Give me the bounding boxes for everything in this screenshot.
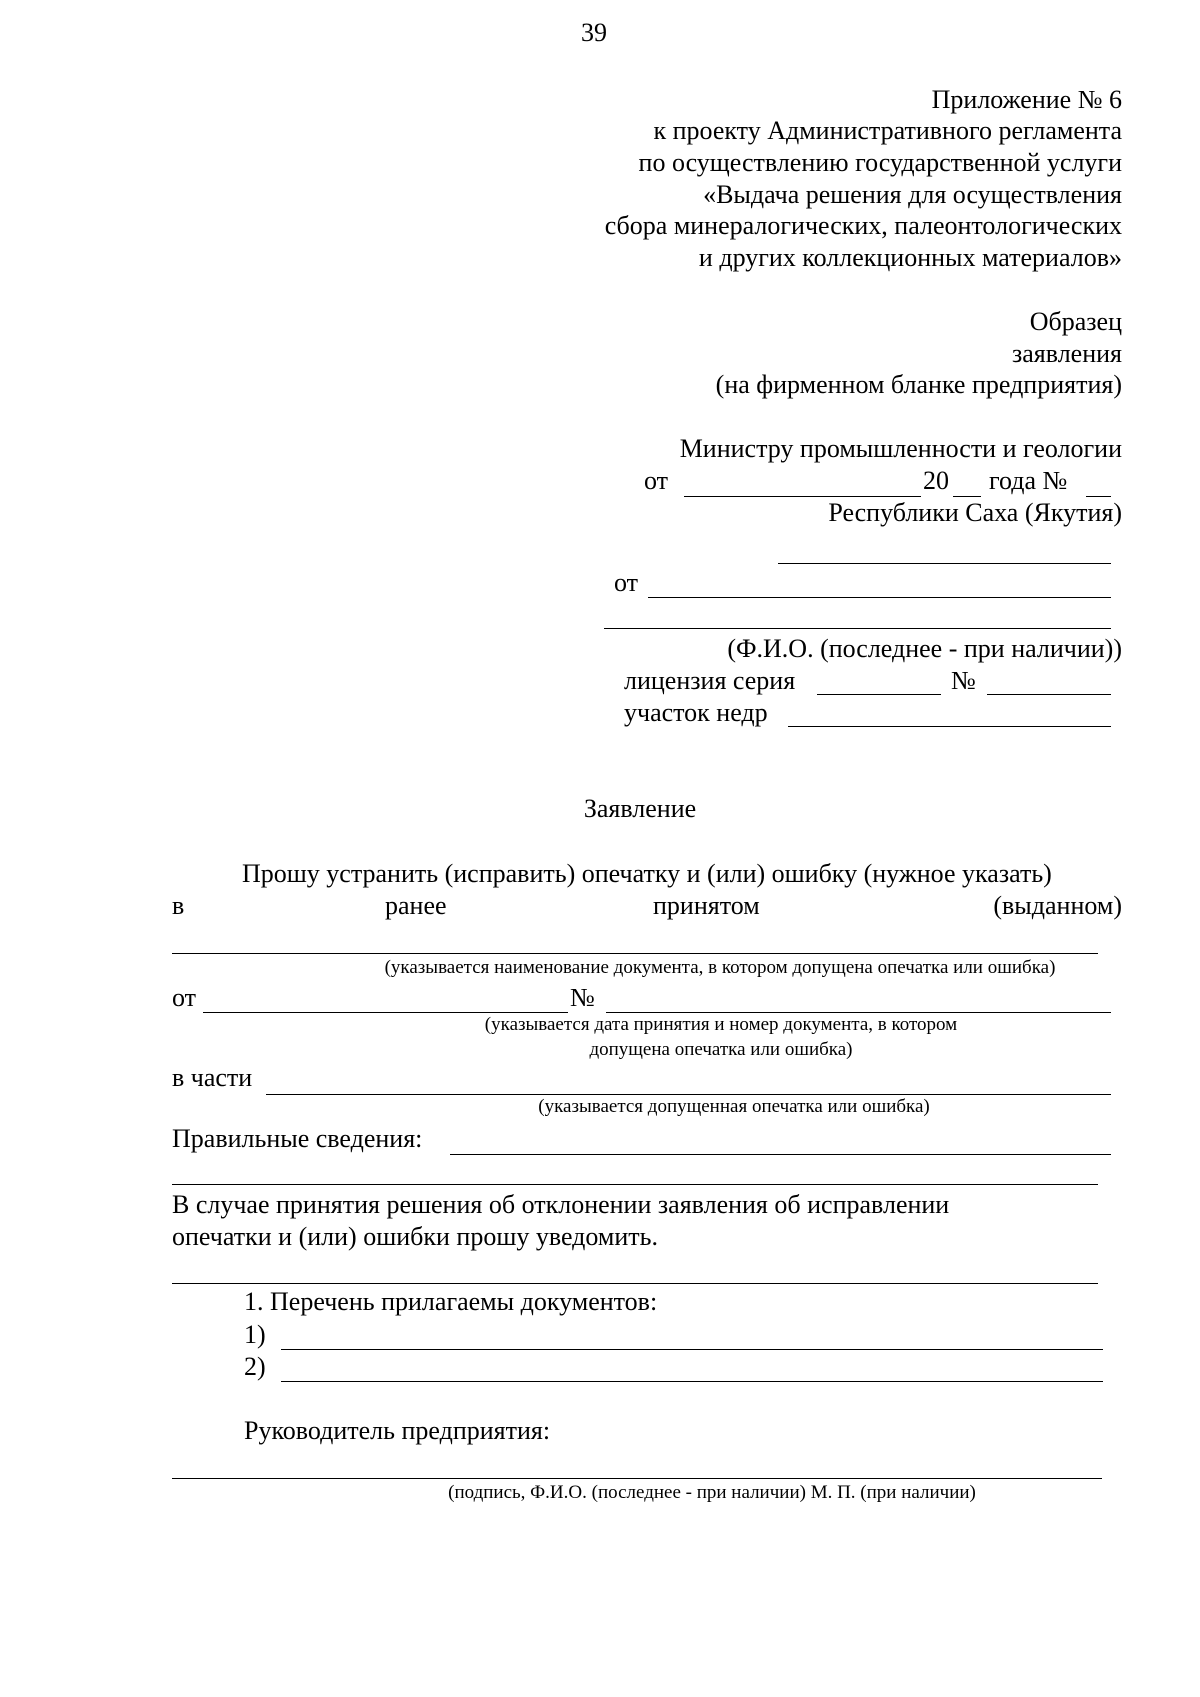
fio-blank-line [604, 628, 1111, 629]
subsoil-blank-line [788, 726, 1111, 727]
license-label: лицензия серия [624, 666, 796, 695]
minister-line: Министру промышленности и геологии [679, 434, 1122, 463]
attachment-item-line [281, 1349, 1103, 1350]
caption-date-number-1: (указывается дата принятия и номер документа, в котором [484, 1014, 958, 1035]
license-number-sign: № [951, 666, 976, 695]
signature-caption: (подпись, Ф.И.О. (последнее - при наличии) М. П. (при наличии) [448, 1482, 976, 1503]
republic-line: Республики Саха (Якутия) [828, 498, 1122, 527]
correct-info-line-2 [172, 1184, 1098, 1185]
subsoil-label: участок недр [624, 698, 768, 727]
position-blank-line [778, 563, 1111, 564]
year-blank-line [953, 496, 981, 497]
sample-line: Образец [1029, 307, 1122, 336]
request-word: ранее [385, 891, 447, 920]
rejection-text-1: В случае принятия решения об отклонении заявления об исправлении [172, 1190, 950, 1219]
annex-line: «Выдача решения для осуществления [703, 180, 1122, 209]
request-word: принятом [653, 891, 760, 920]
document-name-line [172, 953, 1098, 954]
annex-line: и других коллекционных материалов» [698, 243, 1122, 272]
attachments-title: 1. Перечень прилагаемы документов: [244, 1287, 658, 1316]
request-word: в [172, 891, 185, 920]
number-blank-line [1086, 496, 1111, 497]
doc-from-label: от [172, 983, 197, 1012]
doc-date-line [203, 1012, 568, 1013]
sample-line: заявления [1011, 339, 1122, 368]
annex-line: к проекту Административного регламента [653, 116, 1122, 145]
attachment-item-line [281, 1381, 1103, 1382]
page-number: 39 [581, 18, 607, 47]
caption-document-name: (указывается наименование документа, в котором допущена опечатка или ошибка) [384, 957, 1056, 978]
rejection-text-2: опечатки и (или) ошибки прошу уведомить. [172, 1222, 658, 1251]
application-title: Заявление [583, 794, 697, 823]
year-prefix: 20 [923, 466, 949, 495]
correct-info-label: Правильные сведения: [172, 1124, 423, 1153]
in-part-label: в части [172, 1063, 253, 1092]
license-series-line [817, 694, 941, 695]
correct-info-line-1 [450, 1154, 1111, 1155]
head-label: Руководитель предприятия: [244, 1416, 551, 1445]
year-suffix: года № [989, 466, 1068, 495]
annex-line: по осуществлению государственной услуги [638, 148, 1122, 177]
doc-number-sign: № [570, 983, 595, 1012]
in-part-line [266, 1094, 1111, 1095]
attachment-item-number: 2) [244, 1352, 266, 1381]
signature-line [172, 1478, 1102, 1479]
caption-error: (указывается допущенная опечатка или ошибка) [538, 1096, 930, 1117]
date-blank-line [684, 496, 921, 497]
from-date-prefix: от [644, 466, 669, 495]
attachment-item-number: 1) [244, 1320, 266, 1349]
fio-caption: (Ф.И.О. (последнее - при наличии)) [727, 634, 1122, 663]
sample-line: (на фирменном бланке предприятия) [715, 370, 1122, 399]
doc-number-line [606, 1012, 1111, 1013]
from-blank-line [648, 597, 1111, 598]
license-number-line [987, 694, 1111, 695]
from-label: от [614, 568, 639, 597]
annex-line: сбора минералогических, палеонтологических [604, 211, 1122, 240]
request-line: Прошу устранить (исправить) опечатку и (или) ошибку (нужное указать) [242, 859, 1052, 888]
annex-line: Приложение № 6 [931, 85, 1122, 114]
caption-date-number-2: допущена опечатка или ошибка) [589, 1039, 853, 1060]
notification-line [172, 1283, 1098, 1284]
request-word: (выданном) [993, 891, 1122, 920]
